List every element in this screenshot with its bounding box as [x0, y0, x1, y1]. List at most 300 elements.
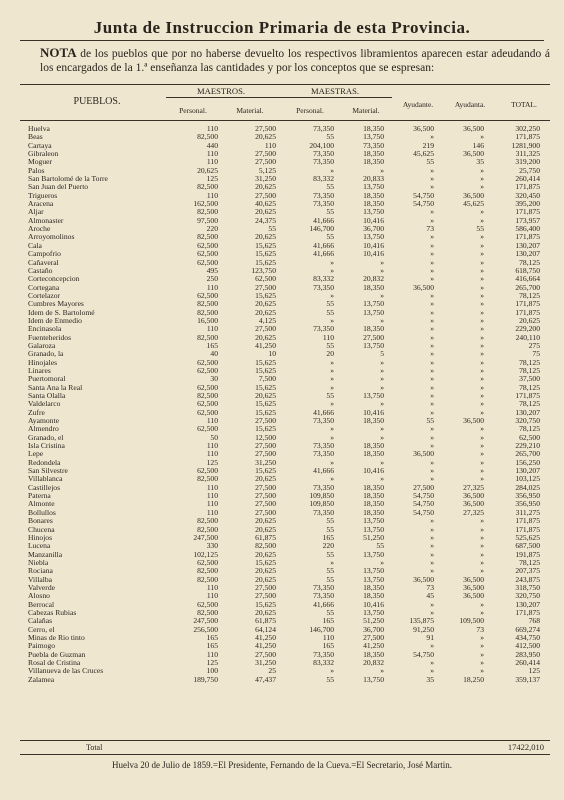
row-cell: 62,500: [197, 600, 218, 609]
table-row: [28, 425, 540, 433]
row-cell: 55: [326, 392, 334, 400]
row-cell: 18,250: [463, 675, 484, 684]
row-cell: 41,666: [313, 216, 334, 225]
row-cell: »: [430, 517, 434, 526]
row-cell: »: [430, 175, 434, 184]
row-cell: »: [330, 558, 334, 567]
row-cell: »: [480, 233, 484, 242]
row-cell: 146: [472, 141, 484, 150]
row-town-name: Fuenteheridos: [28, 333, 72, 342]
row-town-name: Villalba: [28, 575, 53, 584]
table-row: [28, 609, 540, 617]
row-cell: 62,500: [197, 241, 218, 250]
row-cell: 62,500: [197, 358, 218, 367]
row-cell: »: [480, 325, 484, 334]
row-cell: »: [430, 308, 434, 317]
table-row: [28, 467, 540, 475]
row-cell: 20,625: [255, 575, 276, 584]
row-town-name: Niebla: [28, 558, 49, 567]
row-cell: 82,500: [197, 233, 218, 242]
row-cell: 165: [206, 341, 218, 350]
row-cell: »: [330, 433, 334, 442]
row-town-name: Cortelazor: [28, 291, 61, 300]
row-cell: 18,350: [363, 442, 384, 451]
row-cell: »: [330, 375, 334, 384]
row-cell: »: [430, 567, 434, 576]
row-cell: »: [430, 216, 434, 225]
row-cell: 265,700: [515, 450, 540, 459]
row-town-name: Lucena: [28, 542, 51, 551]
row-cell: 45: [426, 592, 434, 601]
row-cell: 256,500: [193, 625, 218, 634]
row-cell: 311,325: [515, 150, 540, 159]
row-town-name: Puertomoral: [28, 375, 66, 384]
title-rule: [20, 40, 544, 41]
row-cell: 171,875: [515, 525, 540, 534]
row-cell: 13,750: [363, 608, 384, 617]
row-cell: 36,500: [463, 583, 484, 592]
row-cell: 18,350: [363, 583, 384, 592]
row-cell: 20,625: [255, 550, 276, 559]
row-cell: 165: [322, 617, 334, 626]
row-cell: 27,500: [255, 191, 276, 200]
row-cell: 284,025: [515, 483, 540, 492]
row-cell: 27,500: [255, 158, 276, 167]
row-cell: 110: [206, 492, 218, 501]
row-cell: 171,875: [515, 133, 540, 142]
row-cell: 40: [210, 350, 218, 359]
row-cell: »: [330, 258, 334, 267]
row-cell: 1281,900: [511, 141, 540, 150]
row-cell: 356,950: [515, 500, 540, 509]
row-cell: 27,500: [255, 500, 276, 509]
row-cell: 20,625: [255, 517, 276, 526]
row-cell: 13,750: [363, 208, 384, 217]
row-cell: 47,437: [255, 675, 276, 684]
row-cell: »: [380, 558, 384, 567]
row-cell: 416,664: [515, 275, 540, 284]
row-cell: 78,125: [519, 425, 540, 434]
table-row: [28, 267, 540, 275]
row-cell: »: [380, 366, 384, 375]
row-cell: 41,666: [313, 241, 334, 250]
row-town-name: Minas de Rio tinto: [28, 633, 85, 642]
row-cell: 40,625: [255, 200, 276, 209]
row-cell: 61,875: [255, 533, 276, 542]
row-town-name: Alosno: [28, 592, 50, 601]
row-cell: »: [380, 375, 384, 384]
table-row: [28, 259, 540, 267]
row-cell: 18,350: [363, 500, 384, 509]
row-cell: 15,625: [255, 408, 276, 417]
table-row: [28, 317, 540, 325]
row-cell: 220: [206, 225, 218, 234]
row-cell: »: [430, 300, 434, 309]
row-cell: »: [430, 358, 434, 367]
row-cell: 36,500: [463, 575, 484, 584]
table-row: [28, 175, 540, 183]
row-cell: 18,350: [363, 417, 384, 426]
row-cell: »: [430, 659, 434, 667]
table-row: [28, 342, 540, 350]
row-cell: 36,500: [463, 125, 484, 133]
row-cell: »: [480, 241, 484, 250]
table-row: [28, 450, 540, 458]
table-row: [28, 492, 540, 500]
row-town-name: Beas: [28, 133, 43, 142]
row-town-name: Manzanilla: [28, 550, 63, 559]
row-cell: 73,350: [313, 417, 334, 426]
row-cell: »: [480, 316, 484, 325]
row-cell: »: [480, 475, 484, 484]
row-cell: 10,416: [363, 467, 384, 476]
row-cell: »: [430, 467, 434, 476]
table-row: [28, 417, 540, 425]
row-cell: 220: [322, 542, 334, 551]
row-cell: 123,750: [251, 266, 276, 275]
row-cell: »: [430, 400, 434, 409]
row-cell: »: [430, 408, 434, 417]
row-cell: 55: [326, 675, 334, 684]
row-cell: 109,500: [459, 617, 484, 626]
table-row: [28, 208, 540, 216]
row-cell: 82,500: [255, 542, 276, 551]
row-cell: 78,125: [519, 291, 540, 300]
row-cell: »: [480, 450, 484, 459]
row-cell: 20,625: [255, 392, 276, 400]
row-cell: 110: [206, 191, 218, 200]
header-personal-1: Personal.: [179, 106, 207, 115]
row-cell: »: [480, 341, 484, 350]
table-row: [28, 375, 540, 383]
row-town-name: Valverde: [28, 583, 55, 592]
row-town-name: Aracena: [28, 200, 54, 209]
row-cell: 412,500: [515, 642, 540, 651]
row-cell: »: [480, 567, 484, 576]
row-cell: 311,275: [515, 508, 540, 517]
row-cell: 13,750: [363, 308, 384, 317]
row-cell: »: [330, 400, 334, 409]
table-row: [28, 334, 540, 342]
row-cell: 171,875: [515, 608, 540, 617]
row-cell: 13,750: [363, 392, 384, 400]
row-cell: 27,500: [255, 417, 276, 426]
row-cell: 82,500: [197, 525, 218, 534]
row-cell: 165: [206, 642, 218, 651]
row-cell: 275: [528, 341, 540, 350]
row-cell: 495: [206, 266, 218, 275]
table-row: [28, 409, 540, 417]
row-cell: 27,500: [413, 483, 434, 492]
row-cell: »: [480, 183, 484, 192]
row-cell: 83,332: [313, 659, 334, 667]
row-cell: 20,832: [363, 275, 384, 284]
row-cell: 55: [326, 341, 334, 350]
row-cell: 62,500: [197, 467, 218, 476]
row-cell: 13,750: [363, 183, 384, 192]
row-cell: »: [480, 350, 484, 359]
row-cell: 36,500: [463, 592, 484, 601]
row-cell: 20,625: [255, 233, 276, 242]
row-cell: 110: [206, 150, 218, 159]
row-cell: »: [480, 517, 484, 526]
row-cell: 73,350: [313, 583, 334, 592]
row-cell: 12,500: [255, 433, 276, 442]
table-row: [28, 392, 540, 400]
row-cell: 35: [476, 158, 484, 167]
row-cell: 55: [326, 183, 334, 192]
total-label: Total: [86, 743, 103, 752]
row-town-name: Cartaya: [28, 141, 52, 150]
row-cell: 27,325: [463, 483, 484, 492]
row-town-name: Santa Ana la Real: [28, 383, 83, 392]
header-maestros: MAESTROS.: [197, 86, 245, 96]
row-cell: »: [430, 542, 434, 551]
row-cell: »: [480, 550, 484, 559]
note-lead: NOTA: [40, 45, 77, 60]
row-town-name: San Bartolomé de la Torre: [28, 175, 108, 184]
row-cell: 55: [326, 525, 334, 534]
row-cell: 27,500: [255, 442, 276, 451]
row-cell: 18,350: [363, 158, 384, 167]
row-cell: »: [380, 166, 384, 175]
table-row: [28, 217, 540, 225]
row-cell: »: [430, 475, 434, 484]
row-cell: »: [430, 350, 434, 359]
table-row: [28, 592, 540, 600]
row-cell: »: [430, 375, 434, 384]
row-cell: 146,700: [309, 225, 334, 234]
row-cell: 20,625: [255, 567, 276, 576]
table-row: [28, 359, 540, 367]
row-cell: 55: [476, 225, 484, 234]
table-row: [28, 484, 540, 492]
row-cell: 320,450: [515, 191, 540, 200]
row-cell: 18,350: [363, 492, 384, 501]
row-cell: 229,200: [515, 325, 540, 334]
row-cell: 110: [322, 633, 334, 642]
row-town-name: Aroche: [28, 225, 51, 234]
row-cell: 110: [206, 592, 218, 601]
row-cell: 54,750: [413, 191, 434, 200]
row-cell: »: [330, 667, 334, 676]
header-maestras: MAESTRAS.: [311, 86, 359, 96]
row-cell: 36,700: [363, 625, 384, 634]
row-town-name: Hinojales: [28, 358, 58, 367]
row-cell: »: [430, 341, 434, 350]
row-cell: 27,500: [255, 283, 276, 292]
row-cell: 27,500: [363, 333, 384, 342]
table-row: [28, 150, 540, 158]
row-cell: 61,875: [255, 617, 276, 626]
row-cell: »: [430, 425, 434, 434]
row-cell: »: [480, 558, 484, 567]
row-cell: 165: [322, 642, 334, 651]
row-cell: 15,625: [255, 366, 276, 375]
row-cell: 173,957: [515, 216, 540, 225]
row-town-name: Almonte: [28, 500, 55, 509]
row-town-name: Moguer: [28, 158, 53, 167]
row-cell: »: [480, 525, 484, 534]
row-town-name: Idem de S. Bartolomé: [28, 308, 95, 317]
row-cell: »: [430, 642, 434, 651]
row-cell: 82,500: [197, 333, 218, 342]
row-cell: 125: [206, 175, 218, 184]
row-cell: 302,250: [515, 125, 540, 133]
row-town-name: Puebla de Guzman: [28, 650, 86, 659]
row-cell: 15,625: [255, 400, 276, 409]
row-town-name: Cortegana: [28, 283, 60, 292]
row-town-name: Granado, el: [28, 433, 64, 442]
row-cell: 73,350: [313, 200, 334, 209]
row-town-name: Cumbres Mayores: [28, 300, 84, 309]
row-cell: 207,375: [515, 567, 540, 576]
row-cell: 130,207: [515, 467, 540, 476]
row-cell: »: [480, 633, 484, 642]
row-cell: 330: [206, 542, 218, 551]
row-cell: 73: [476, 625, 484, 634]
row-cell: 130,207: [515, 600, 540, 609]
row-cell: 55: [326, 208, 334, 217]
table-row: [28, 183, 540, 191]
row-cell: 359,137: [515, 675, 540, 684]
row-town-name: Paterna: [28, 492, 51, 501]
row-cell: 54,750: [413, 492, 434, 501]
row-cell: »: [430, 383, 434, 392]
row-town-name: Castillejos: [28, 483, 61, 492]
row-cell: 16,500: [197, 316, 218, 325]
row-cell: 189,750: [193, 675, 218, 684]
header-personal-2: Personal.: [296, 106, 324, 115]
row-cell: »: [480, 533, 484, 542]
row-cell: 27,500: [255, 450, 276, 459]
row-town-name: Villanueva de las Cruces: [28, 667, 104, 676]
row-cell: »: [480, 358, 484, 367]
row-town-name: Trigueros: [28, 191, 58, 200]
table-row: [28, 475, 540, 483]
table-row: [28, 242, 540, 250]
row-cell: »: [480, 208, 484, 217]
row-cell: 78,125: [519, 366, 540, 375]
row-cell: »: [480, 408, 484, 417]
row-cell: 247,500: [193, 533, 218, 542]
row-cell: »: [330, 383, 334, 392]
row-town-name: Encinasola: [28, 325, 62, 334]
row-cell: 10,416: [363, 408, 384, 417]
row-cell: »: [480, 308, 484, 317]
row-cell: 20,625: [255, 333, 276, 342]
row-cell: 110: [206, 442, 218, 451]
row-cell: 36,500: [413, 575, 434, 584]
row-cell: 55: [326, 133, 334, 142]
row-cell: 110: [264, 141, 276, 150]
row-cell: 25: [268, 667, 276, 676]
table-row: [28, 542, 540, 550]
row-cell: 73,350: [313, 650, 334, 659]
row-town-name: Rosal de Cristina: [28, 659, 81, 667]
row-cell: 55: [326, 308, 334, 317]
row-cell: 171,875: [515, 300, 540, 309]
row-cell: 73,350: [313, 158, 334, 167]
table-body: [28, 125, 540, 684]
row-cell: 395,200: [515, 200, 540, 209]
row-cell: 62,500: [197, 250, 218, 259]
row-cell: »: [430, 392, 434, 400]
row-town-name: Almendro: [28, 425, 59, 434]
row-cell: 265,700: [515, 283, 540, 292]
table-row: [28, 676, 540, 684]
row-town-name: Cerro, el: [28, 625, 55, 634]
row-cell: »: [330, 291, 334, 300]
row-cell: 54,750: [413, 650, 434, 659]
row-cell: »: [480, 600, 484, 609]
row-cell: »: [430, 533, 434, 542]
row-cell: 156,250: [515, 458, 540, 467]
row-cell: 320,750: [515, 592, 540, 601]
table-row: [28, 559, 540, 567]
row-cell: »: [380, 383, 384, 392]
row-cell: »: [480, 250, 484, 259]
row-cell: 13,750: [363, 575, 384, 584]
row-cell: »: [430, 275, 434, 284]
row-cell: 20,625: [255, 608, 276, 617]
row-cell: 171,875: [515, 392, 540, 400]
row-cell: 229,210: [515, 442, 540, 451]
header-mid-rule: [166, 97, 392, 98]
row-cell: 15,625: [255, 358, 276, 367]
row-cell: »: [480, 442, 484, 451]
note-text: de los pueblos que por no haberse devuelto los respectivos libramientos aparecen estar adeudando á los encargados de la 1.ª enseñanza las cantidades y por los conceptos que se espresan:: [40, 48, 550, 74]
row-cell: 82,500: [197, 517, 218, 526]
row-cell: »: [330, 458, 334, 467]
row-cell: 320,750: [515, 417, 540, 426]
header-top-rule: [20, 84, 550, 85]
row-cell: »: [480, 258, 484, 267]
row-cell: 55: [326, 608, 334, 617]
row-cell: 125: [206, 458, 218, 467]
row-cell: 10,416: [363, 250, 384, 259]
row-town-name: Berrocal: [28, 600, 55, 609]
row-cell: 82,500: [197, 392, 218, 400]
row-cell: 103,125: [515, 475, 540, 484]
row-cell: »: [330, 316, 334, 325]
table-row: [28, 158, 540, 166]
row-cell: »: [480, 383, 484, 392]
row-town-name: Arroyomolinos: [28, 233, 75, 242]
row-cell: 130,207: [515, 241, 540, 250]
row-cell: »: [430, 133, 434, 142]
row-town-name: Redondela: [28, 458, 61, 467]
row-cell: 440: [206, 141, 218, 150]
row-cell: »: [480, 650, 484, 659]
row-cell: 319,200: [515, 158, 540, 167]
row-cell: 62,500: [197, 258, 218, 267]
row-cell: 283,950: [515, 650, 540, 659]
row-cell: 54,750: [413, 200, 434, 209]
row-cell: 36,500: [463, 191, 484, 200]
header-material-1: Material.: [236, 106, 264, 115]
row-cell: 83,332: [313, 175, 334, 184]
row-cell: 247,500: [193, 617, 218, 626]
row-town-name: San Silvestre: [28, 467, 68, 476]
row-cell: 20,625: [255, 183, 276, 192]
row-cell: »: [430, 166, 434, 175]
row-cell: 20: [326, 350, 334, 359]
row-cell: 41,250: [255, 642, 276, 651]
row-cell: 51,250: [363, 533, 384, 542]
row-cell: »: [380, 358, 384, 367]
row-town-name: Zufre: [28, 408, 45, 417]
